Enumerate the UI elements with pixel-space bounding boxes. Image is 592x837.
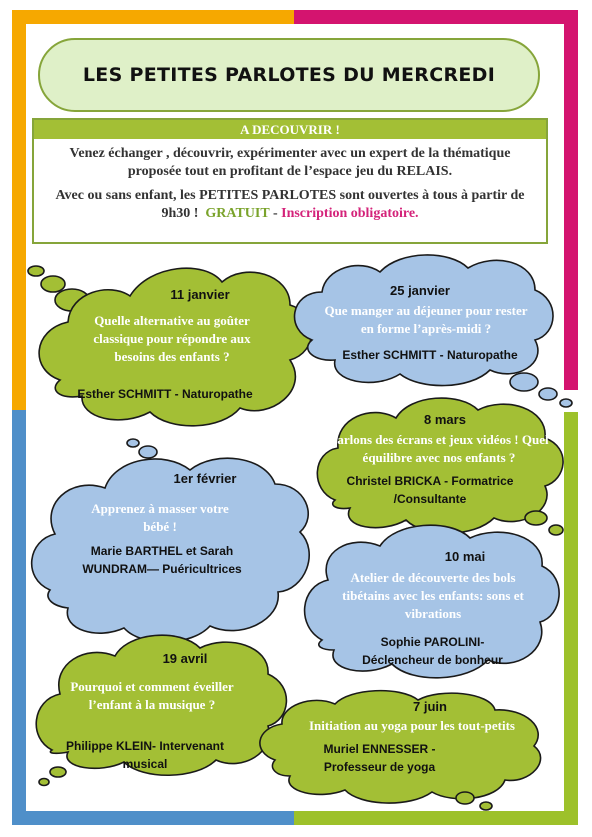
info-line-1: Venez échanger , découvrir, expérimenter avec un expert de la thématique proposée tout en profitant de l’espace jeu du RELAIS. [69, 146, 511, 179]
gratuit-label: GRATUIT [205, 206, 270, 221]
session-topic: Pourquoi et comment éveiller l’enfant à la musique ? [70, 679, 234, 712]
session-topic: Parlons des écrans et jeux vidéos ! Quel équilibre avec nos enfants ? [329, 432, 549, 465]
session-speaker: Christel BRICKA - Formatrice /Consultante [346, 474, 514, 506]
date-label: 7 juin [413, 699, 447, 714]
session-topic: Apprenez à masser votre bébé ! [91, 501, 229, 534]
session-speaker: Philippe KLEIN- Intervenant musical [65, 739, 224, 771]
session-speaker: Esther SCHMITT - Naturopathe [77, 387, 253, 401]
session-speaker: Esther SCHMITT - Naturopathe [342, 348, 518, 362]
info-separator: - [269, 206, 282, 221]
session-speaker: Sophie PAROLINI- Déclencheur de bonheur [362, 635, 503, 667]
date-label: 11 janvier [170, 287, 230, 302]
date-label: 19 avril [162, 651, 208, 666]
session-topic: Atelier de découverte des bols tibétains avec les enfants: sons et vibrations [342, 570, 524, 621]
page-title: LES PETITES PARLOTES DU MERCREDI [82, 64, 496, 86]
date-label: 10 mai [444, 549, 486, 564]
session-topic: Initiation au yoga pour les tout-petits [309, 718, 515, 733]
session-date [380, 698, 480, 716]
inscription-label: Inscription obligatoire. [281, 206, 419, 221]
info-header: A DECOUVRIR ! [34, 120, 546, 139]
session-speaker: Marie BARTHEL et Sarah WUNDRAM— Puéricultrices [82, 544, 242, 576]
session-speaker: Muriel ENNESSER - Professeur de yoga [323, 742, 436, 774]
date-label: 25 janvier [390, 283, 450, 298]
info-line-2-text: Avec ou sans enfant, les PETITES PARLOTES sont ouvertes à tous à partir de 9h30 ! [55, 188, 525, 221]
session-topic: Que manger au déjeuner pour rester en forme l’après-midi ? [324, 303, 528, 336]
date-label: 1er février [173, 471, 237, 486]
date-label: 8 mars [424, 412, 466, 427]
session-topic: Quelle alternative au goûter classique pour répondre aux besoins des enfants ? [93, 313, 251, 364]
